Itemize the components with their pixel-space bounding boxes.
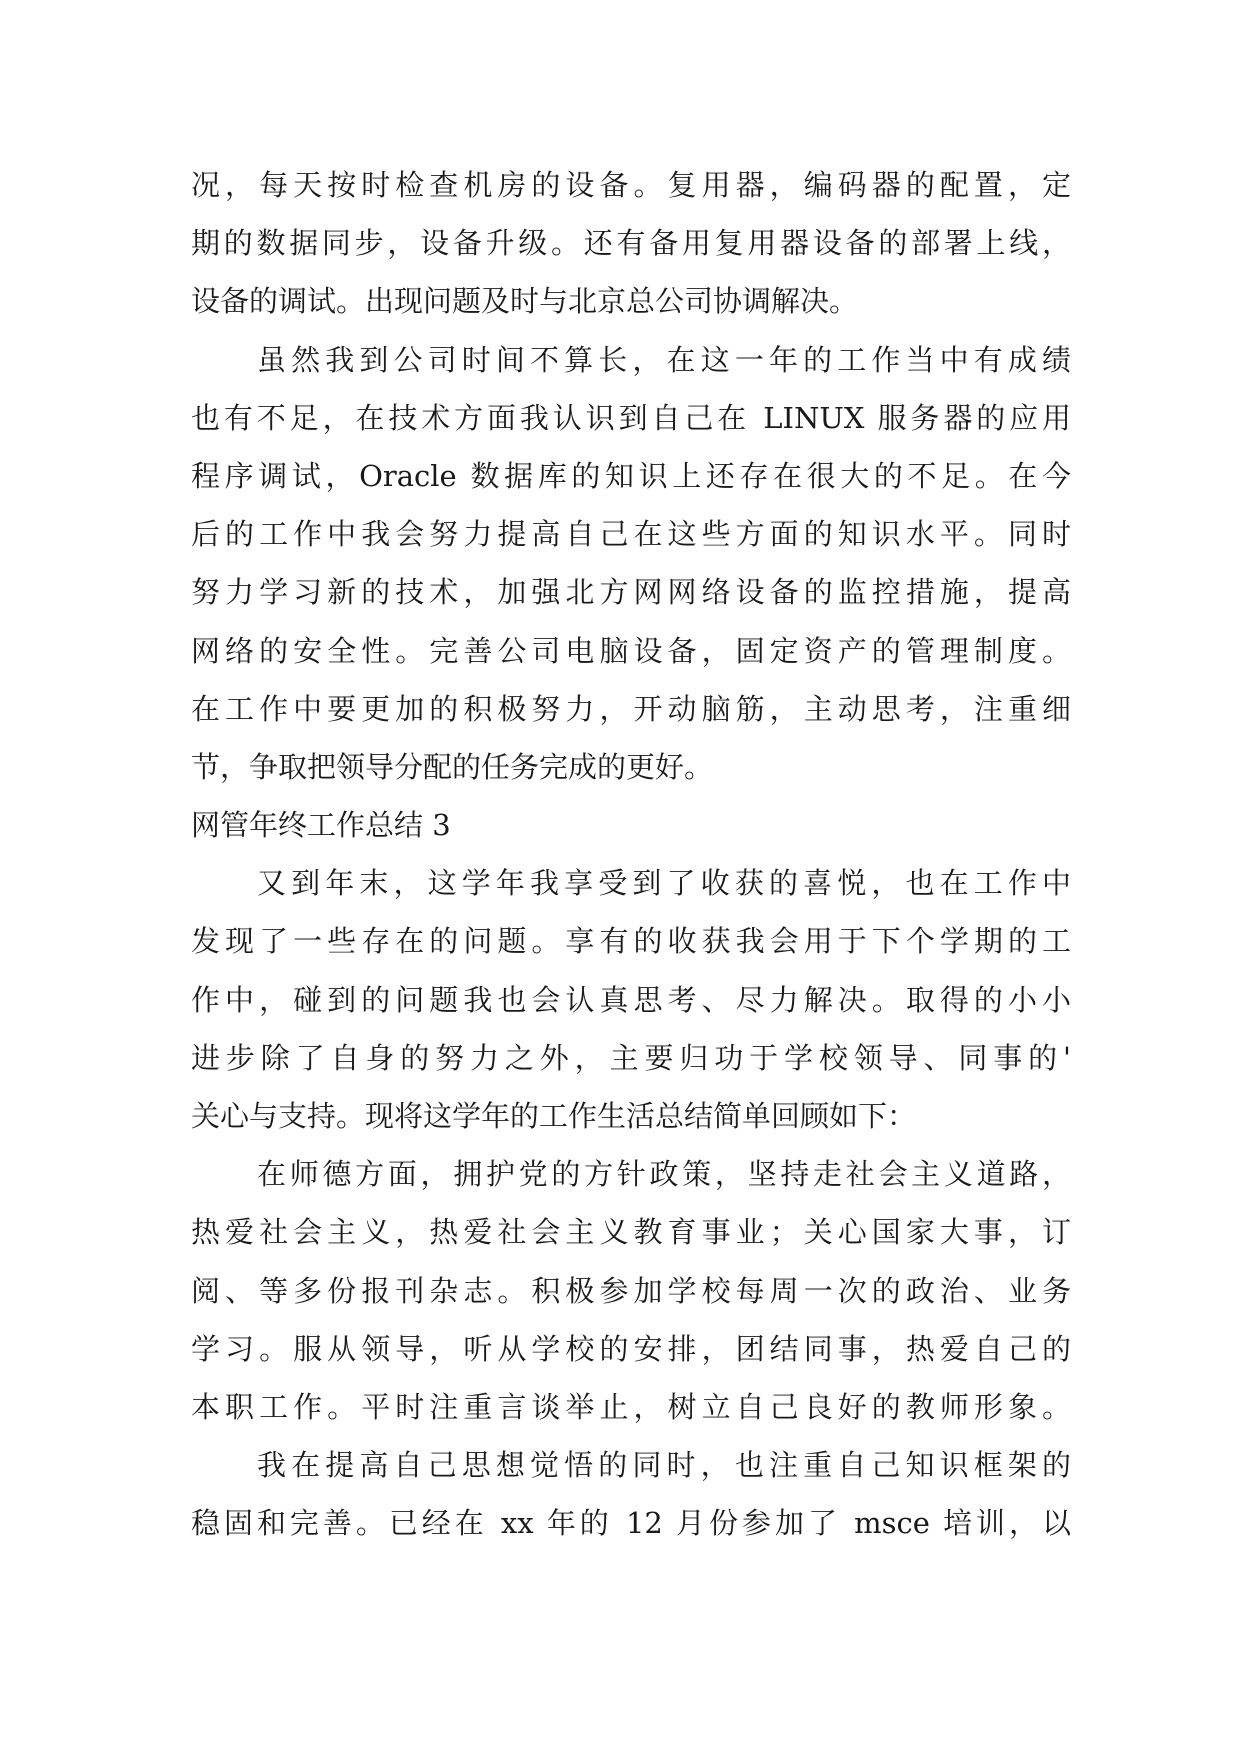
- paragraph-first-line: 虽然我到公司时间不算长，在这一年的工作当中有成绩: [257, 342, 1071, 377]
- text-line: 况，每天按时检查机房的设备。复用器，编码器的配置，定: [191, 168, 1071, 202]
- text-line: 期的数据同步，设备升级。还有备用复用器设备的部署上线，: [191, 226, 1071, 261]
- text-line: 关心与支持。现将这学年的工作生活总结简单回顾如下：: [191, 1099, 917, 1133]
- paragraph-first-line: 又到年末，这学年我享受到了收获的喜悦，也在工作中: [257, 866, 1071, 901]
- document-body: [191, 156, 1071, 1553]
- text-line: 也有不足，在技术方面我认识到自己在 LINUX 服务器的应用: [191, 400, 1071, 435]
- text-line: 在工作中要更加的积极努力，开动脑筋，主动思考，注重细: [191, 691, 1071, 726]
- text-line: 作中，碰到的问题我也会认真思考、尽力解决。取得的小小: [191, 982, 1071, 1017]
- paragraph-first-line: 我在提高自己思想觉悟的同时，也注重自己知识框架的: [257, 1448, 1071, 1483]
- text-line: 稳固和完善。已经在 xx 年的 12 月份参加了 msce 培训，以: [191, 1506, 1071, 1541]
- text-line: 努力学习新的技术，加强北方网网络设备的监控措施，提高: [191, 575, 1071, 610]
- text-line: 进步除了自身的努力之外，主要归功于学校领导、同事的': [191, 1040, 1071, 1075]
- text-line: 热爱社会主义，热爱社会主义教育事业；关心国家大事，订: [191, 1215, 1071, 1250]
- text-line: 发现了一些存在的问题。享有的收获我会用于下个学期的工: [191, 924, 1071, 959]
- text-line: 阅、等多份报刊杂志。积极参加学校每周一次的政治、业务: [191, 1273, 1071, 1308]
- paragraph-first-line: 在师德方面，拥护党的方针政策，坚持走社会主义道路，: [257, 1157, 1071, 1192]
- text-line: 节，争取把领导分配的任务完成的更好。: [191, 749, 714, 784]
- text-line: 设备的调试。出现问题及时与北京总公司协调解决。: [191, 284, 859, 319]
- text-line: 本职工作。平时注重言谈举止，树立自己良好的教师形象。: [191, 1389, 1071, 1424]
- section-heading: 网管年终工作总结 3: [191, 808, 451, 843]
- text-line: 程序调试，Oracle 数据库的知识上还存在很大的不足。在今: [191, 458, 1071, 493]
- text-line: 网络的安全性。完善公司电脑设备，固定资产的管理制度。: [191, 633, 1071, 668]
- text-line: 后的工作中我会努力提高自己在这些方面的知识水平。同时: [191, 517, 1071, 552]
- text-line: 学习。服从领导，听从学校的安排，团结同事，热爱自己的: [191, 1331, 1071, 1366]
